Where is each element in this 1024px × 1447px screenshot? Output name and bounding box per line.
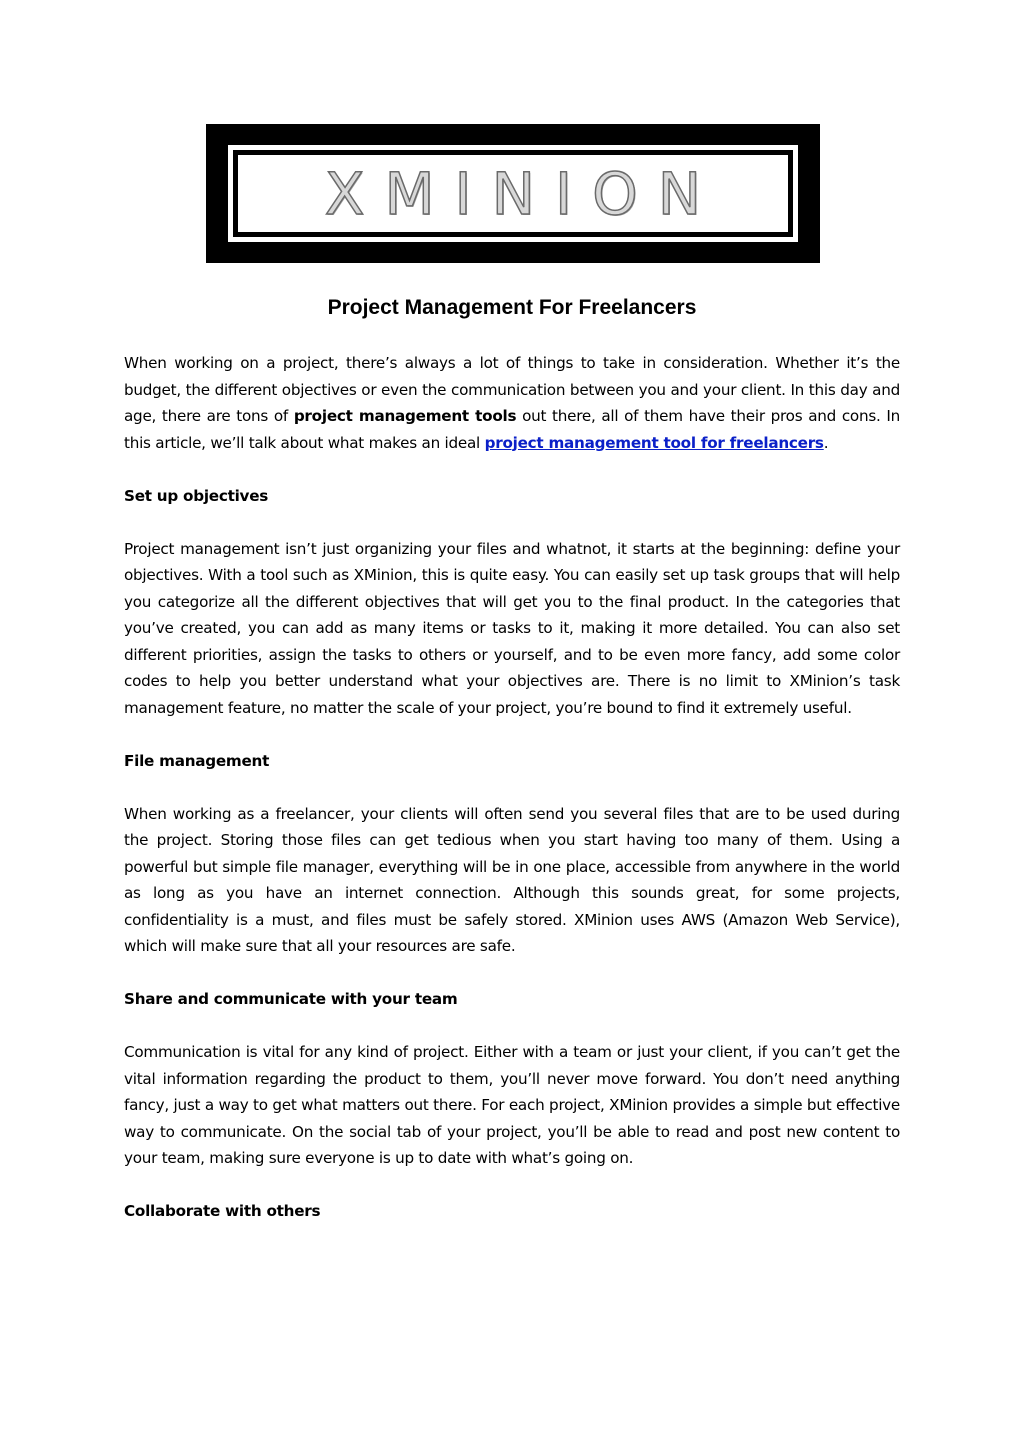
logo-panel	[238, 155, 788, 232]
section-heading-file-management: File management	[124, 751, 270, 770]
logo-border	[228, 145, 798, 242]
section-heading-objectives: Set up objectives	[124, 486, 269, 505]
section-body-objectives: Project management isn’t just organizing your files and whatnot, it starts at the beginning: define your objectives. With a tool such as XMinion, this is quite easy. You can easily set up task groups that will help you categorize all the different objectives that will get you to the final product. In the categories that you’ve created, you can add as many items or tasks to it, making it more detailed. You can also set different priorities, assign the tasks to others or yourself, and to be even more fancy, add some color codes to help you better understand what your objectives are. There is no limit to XMinion’s task management feature, no matter the scale of your project, you’re bound to find it extremely useful.	[124, 539, 900, 717]
section-heading-communicate: Share and communicate with your team	[124, 990, 458, 1008]
intro-paragraph	[124, 350, 900, 456]
page-title: Project Management For Freelancers	[327, 296, 697, 319]
intro-text-1: When working on a project, there’s always a lot of things to take in consideration. Whether it’s the budget, the different objectives or even the communication between you and your client. In this day and age, there are tons of	[124, 354, 900, 425]
freelancers-tool-link[interactable]: project management tool for freelancers	[484, 433, 824, 452]
xminion-logo	[206, 124, 820, 263]
article-body	[124, 350, 900, 1251]
section-body-file-management: When working as a freelancer, your clients will often send you several files that are to be used during the project. Storing those files can get tedious when you start having too many of them. Using a powerful but simple file manager, everything will be in one place, accessible from anywhere in the world as long as you have an internet connection. Although this sounds great, for some projects, confidentiality is a must, and files must be safely stored. XMinion uses AWS (Amazon Web Service), which will make sure that all your resources are safe.	[124, 804, 900, 955]
section-heading-collaborate: Collaborate with others	[124, 1202, 321, 1220]
logo-wordmark: XMINION	[324, 159, 722, 228]
intro-bold-text: project management tools	[293, 407, 517, 425]
section-body-communicate: Communication is vital for any kind of project. Either with a team or just your client, if you can’t get the vital information regarding the product to them, you’ll never move forward. You don’t need anything fancy, just a way to get what matters out there. For each project, XMinion provides a simple but effective way to communicate. On the social tab of your project, you’ll be able to read and post new content to your team, making sure everyone is up to date with what’s going on.	[124, 1043, 900, 1167]
intro-text-2: out there, all of them have their pros and cons. In this article, we’ll talk about what makes an ideal	[124, 407, 900, 452]
intro-text-3: .	[823, 433, 829, 452]
logo-border-inner	[233, 150, 793, 237]
